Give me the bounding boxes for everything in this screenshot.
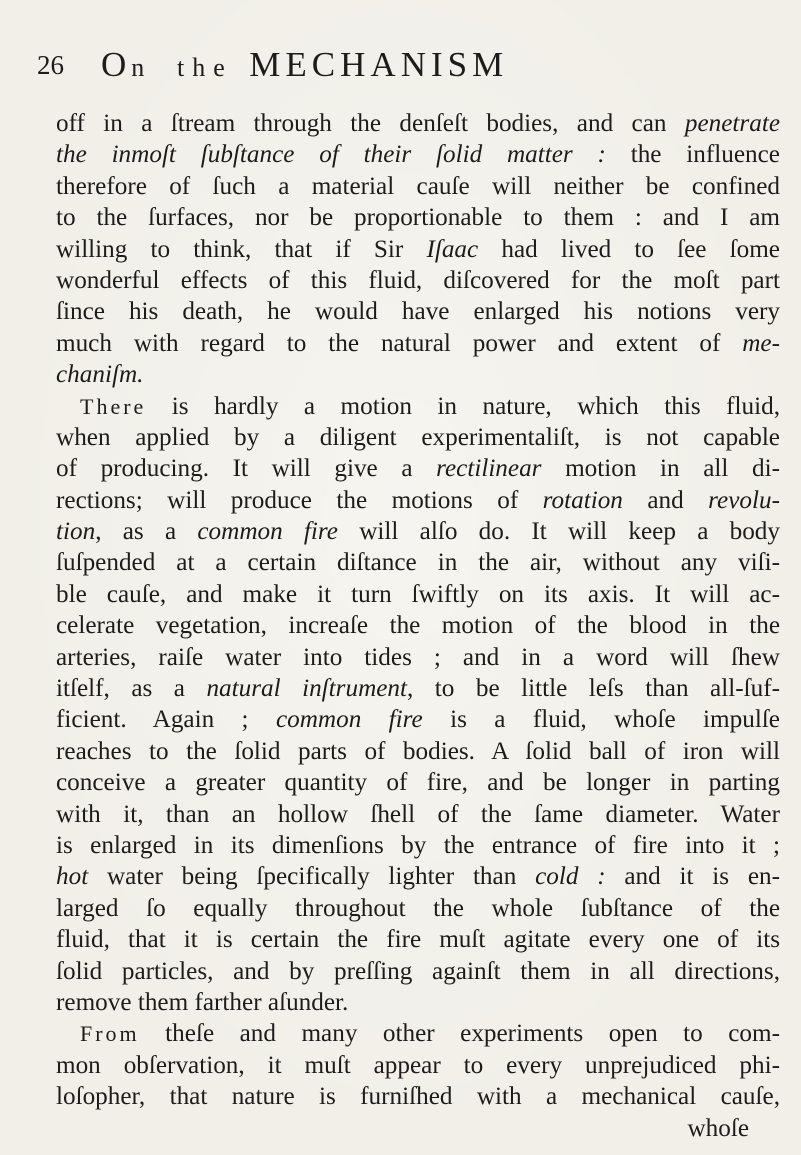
small-caps-span: There [80, 393, 147, 419]
italic-span: common fire [197, 518, 338, 546]
italic-span: penetrate [684, 110, 780, 137]
italic-span: Iſaac [426, 235, 479, 263]
italic-span: common fire [275, 706, 423, 734]
italic-span: the inmoſt ſubſtance of their ſolid matter : [56, 141, 606, 169]
text-line: larged ſo equally throughout the whole ſubſtance of the [56, 894, 780, 922]
text-line [56, 234, 780, 265]
text-span: much with regard to the natural power and extent of [56, 329, 743, 357]
text-span: had lived to ſee ſome [478, 235, 780, 263]
running-head-the: the [177, 53, 233, 82]
text-line: remove them farther aſunder. [56, 988, 349, 1016]
running-head-mechanism: MECHANISM [249, 45, 509, 84]
text-span: will alſo do. It will keep a body [337, 518, 780, 546]
text-span: itſelf, as a [56, 675, 207, 703]
text-line: ſince his death, he would have enlarged his notions very [56, 298, 780, 326]
running-head [37, 40, 781, 90]
text-line: is enlarged in its dimenſions by the entrance of fire into it ; [56, 831, 780, 859]
italic-span: hot [56, 863, 89, 891]
text-span: off in a ſtream through the denſeſt bodies, and can [56, 110, 685, 137]
page-number: 26 [37, 50, 64, 80]
text-span: rections; will produce the motions of [56, 486, 543, 514]
text-line [56, 673, 780, 704]
text-line: mon obſervation, it muſt appear to every unprejudiced phi- [56, 1051, 780, 1079]
text-line [56, 328, 780, 359]
text-line [56, 359, 780, 390]
text-span: is hardly a motion in nature, which this fluid, [146, 392, 780, 420]
text-line: when applied by a diligent experimentaliſt, is not capable [56, 423, 780, 451]
text-line [56, 704, 780, 735]
text-line: arteries, raiſe water into tides ; and in a word will ſhew [56, 643, 780, 671]
text-span: the influence [605, 141, 780, 169]
text-line: loſopher, that nature is furniſhed with a mechanical cauſe, [56, 1083, 780, 1111]
italic-span: revolu- [708, 486, 780, 514]
text-span: ficient. Again ; [56, 706, 276, 734]
text-line: ſolid particles, and by preſſing againſt them in all directions, [56, 957, 780, 985]
running-head-title [101, 40, 508, 93]
running-head-on-initial: O [101, 45, 132, 84]
text-line: fluid, that it is certain the fire muſt agitate every one of its [56, 926, 780, 954]
text-span: willing to think, that if Sir [56, 235, 427, 263]
text-line [56, 1018, 780, 1049]
text-span: is a fluid, whoſe impulſe [422, 706, 780, 734]
text-line: with it, than an hollow ſhell of the ſame diameter. Water [56, 800, 780, 828]
text-line [56, 516, 780, 547]
text-line [56, 453, 780, 484]
italic-span: natural inſtrument [206, 675, 408, 703]
text-span: and it is en- [605, 863, 780, 891]
text-line: conceive a greater quantity of fire, and be longer in parting [56, 769, 780, 797]
text-line [56, 861, 780, 892]
text-span: of producing. It will give a [56, 455, 437, 483]
text-span: , as a [95, 518, 198, 546]
italic-span: cold : [535, 863, 606, 891]
italic-span: chaniſm. [56, 361, 144, 389]
text-span: and [622, 486, 709, 514]
running-head-on-rest: n [131, 53, 153, 82]
text-line: ſuſpended at a certain diſtance in the air, without any viſi- [56, 549, 780, 577]
catchword: whoſe [687, 1114, 749, 1142]
italic-span: tion [56, 518, 96, 546]
italic-span: rectilinear [436, 455, 542, 483]
text-line [56, 485, 780, 516]
italic-span: me- [742, 329, 780, 357]
text-span: theſe and many other experiments open to com- [139, 1020, 780, 1048]
text-line: celerate vegetation, increaſe the motion of the blood in the [56, 612, 780, 640]
body-text [56, 108, 780, 1144]
text-span: motion in all di- [541, 455, 780, 483]
text-span: , to be little leſs than all-ſuf- [407, 675, 780, 703]
italic-span: rotation [542, 486, 623, 514]
text-line: wonderful effects of this fluid, diſcovered for the moſt part [56, 266, 780, 294]
text-line: reaches to the ſolid parts of bodies. A ſolid ball of iron will [56, 737, 780, 765]
text-line [56, 108, 780, 139]
text-line [56, 139, 780, 170]
text-line [56, 391, 780, 422]
text-line: ble cauſe, and make it turn ſwiftly on its axis. It will ac- [56, 580, 780, 608]
text-line: therefore of ſuch a material cauſe will neither be confined [56, 172, 780, 200]
small-caps-span: From [80, 1021, 140, 1047]
text-span: water being ſpecifically lighter than [88, 863, 536, 891]
text-line: to the ſurfaces, nor be proportionable to them : and I am [56, 204, 780, 232]
